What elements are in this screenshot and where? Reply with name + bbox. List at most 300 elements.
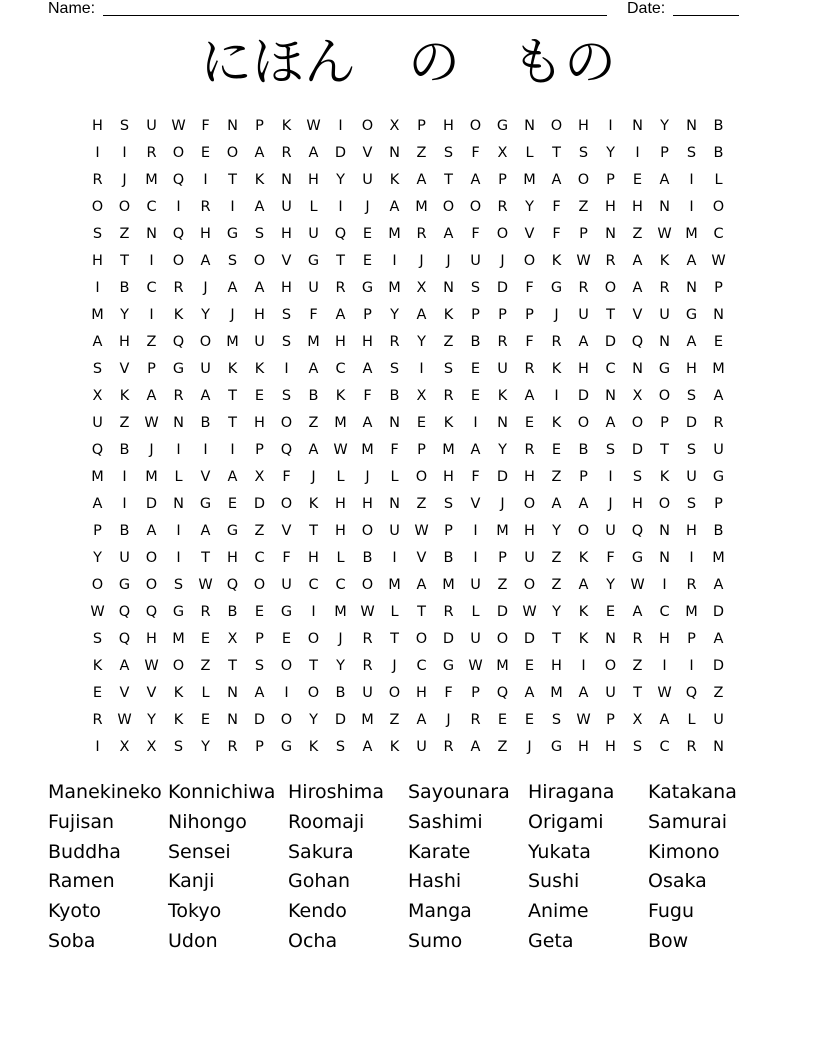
grid-letter[interactable]: H [632,199,643,215]
grid-letter[interactable]: D [712,658,725,674]
grid-letter[interactable]: O [361,523,374,539]
grid-letter[interactable]: H [281,280,292,296]
grid-letter[interactable]: A [227,469,238,485]
grid-letter[interactable]: I [95,739,100,755]
grid-letter[interactable]: I [95,280,100,296]
grid-letter[interactable]: Q [631,523,644,539]
grid-letter[interactable]: I [176,199,181,215]
grid-letter[interactable]: V [632,307,643,323]
grid-letter[interactable]: J [149,442,154,458]
grid-letter[interactable]: Z [119,415,130,431]
grid-letter[interactable]: S [227,253,238,269]
grid-letter[interactable]: O [172,253,185,269]
grid-letter[interactable]: R [416,226,427,242]
grid-letter[interactable]: M [334,415,347,431]
grid-letter[interactable]: Z [119,226,130,242]
grid-letter[interactable]: Z [713,685,724,701]
grid-letter[interactable]: X [497,145,508,161]
grid-letter[interactable]: A [362,415,373,431]
grid-letter[interactable]: E [416,415,427,431]
grid-letter[interactable]: B [119,280,130,296]
grid-letter[interactable]: M [361,442,374,458]
grid-letter[interactable]: A [254,280,265,296]
grid-letter[interactable]: C [605,361,616,377]
grid-letter[interactable]: W [90,604,105,620]
grid-letter[interactable]: J [365,469,370,485]
grid-letter[interactable]: I [338,199,343,215]
grid-letter[interactable]: P [255,118,264,134]
grid-letter[interactable]: P [525,307,534,323]
grid-letter[interactable]: R [92,712,103,728]
grid-letter[interactable]: F [201,118,210,134]
grid-letter[interactable]: Z [443,334,454,350]
grid-letter[interactable]: V [281,523,292,539]
grid-letter[interactable]: R [146,145,157,161]
grid-letter[interactable]: K [389,739,400,755]
grid-letter[interactable]: Z [416,496,427,512]
grid-letter[interactable]: Z [416,145,427,161]
grid-letter[interactable]: O [253,577,266,593]
grid-letter[interactable]: B [713,523,724,539]
grid-letter[interactable]: G [226,226,239,242]
grid-letter[interactable]: M [388,280,401,296]
grid-letter[interactable]: O [442,199,455,215]
grid-letter[interactable]: Y [201,739,210,755]
grid-letter[interactable]: M [685,604,698,620]
grid-letter[interactable]: N [659,523,670,539]
grid-letter[interactable]: F [552,199,561,215]
grid-letter[interactable]: X [632,712,643,728]
grid-letter[interactable]: I [689,172,694,188]
grid-letter[interactable]: O [604,280,617,296]
grid-letter[interactable]: Y [390,307,399,323]
grid-letter[interactable]: I [203,442,208,458]
grid-letter[interactable]: G [280,739,293,755]
grid-letter[interactable]: N [686,118,697,134]
grid-letter[interactable]: F [471,145,480,161]
grid-letter[interactable]: O [280,496,293,512]
grid-letter[interactable]: K [227,361,238,377]
grid-letter[interactable]: R [200,199,211,215]
grid-letter[interactable]: P [606,712,615,728]
grid-letter[interactable]: A [713,577,724,593]
grid-letter[interactable]: W [144,415,159,431]
grid-letter[interactable]: U [713,712,724,728]
grid-letter[interactable]: K [281,118,292,134]
grid-letter[interactable]: A [470,172,481,188]
grid-letter[interactable]: I [689,199,694,215]
grid-letter[interactable]: O [280,658,293,674]
grid-letter[interactable]: P [498,550,507,566]
grid-letter[interactable]: J [338,631,343,647]
grid-letter[interactable]: V [119,685,130,701]
grid-letter[interactable]: U [605,685,616,701]
grid-letter[interactable]: I [230,442,235,458]
grid-letter[interactable]: U [281,577,292,593]
grid-letter[interactable]: U [362,685,373,701]
grid-letter[interactable]: S [443,361,454,377]
grid-letter[interactable]: O [577,172,590,188]
grid-letter[interactable]: R [443,604,454,620]
grid-letter[interactable]: P [579,226,588,242]
grid-letter[interactable]: N [713,307,724,323]
grid-letter[interactable]: C [416,658,427,674]
grid-letter[interactable]: V [200,469,211,485]
grid-letter[interactable]: N [632,361,643,377]
grid-letter[interactable]: K [578,604,589,620]
grid-letter[interactable]: N [524,118,535,134]
grid-letter[interactable]: R [713,415,724,431]
grid-letter[interactable]: I [176,523,181,539]
grid-letter[interactable]: G [550,280,563,296]
grid-letter[interactable]: E [632,172,643,188]
grid-letter[interactable]: F [471,226,480,242]
grid-letter[interactable]: E [254,604,265,620]
grid-letter[interactable]: T [633,685,642,701]
grid-letter[interactable]: O [523,577,536,593]
grid-letter[interactable]: H [254,415,265,431]
grid-letter[interactable]: M [91,307,104,323]
grid-letter[interactable]: Q [172,172,185,188]
grid-letter[interactable]: K [173,307,184,323]
grid-letter[interactable]: A [686,334,697,350]
grid-letter[interactable]: Z [200,658,211,674]
grid-letter[interactable]: L [687,712,696,728]
grid-letter[interactable]: I [608,469,613,485]
grid-letter[interactable]: S [92,226,103,242]
grid-letter[interactable]: A [470,739,481,755]
grid-letter[interactable]: M [226,334,239,350]
grid-letter[interactable]: N [389,496,400,512]
grid-letter[interactable]: Q [496,685,509,701]
grid-letter[interactable]: H [308,550,319,566]
grid-letter[interactable]: S [578,145,589,161]
grid-letter[interactable]: R [389,334,400,350]
grid-letter[interactable]: G [658,361,671,377]
grid-letter[interactable]: V [524,226,535,242]
grid-letter[interactable]: Q [226,577,239,593]
grid-letter[interactable]: O [172,145,185,161]
grid-letter[interactable]: T [228,658,237,674]
grid-letter[interactable]: O [91,199,104,215]
grid-letter[interactable]: I [122,496,127,512]
grid-letter[interactable]: M [685,226,698,242]
grid-letter[interactable]: H [362,496,373,512]
grid-letter[interactable]: P [498,307,507,323]
grid-letter[interactable]: D [442,631,455,647]
grid-letter[interactable]: W [333,442,348,458]
grid-letter[interactable]: A [308,145,319,161]
grid-letter[interactable]: J [608,496,613,512]
grid-letter[interactable]: Q [631,334,644,350]
grid-letter[interactable]: H [254,307,265,323]
grid-letter[interactable]: I [122,145,127,161]
grid-letter[interactable]: E [524,415,535,431]
grid-letter[interactable]: A [416,172,427,188]
grid-letter[interactable]: Y [201,307,210,323]
grid-letter[interactable]: W [657,226,672,242]
grid-letter[interactable]: H [686,523,697,539]
grid-letter[interactable]: K [119,388,130,404]
grid-letter[interactable]: J [500,496,505,512]
grid-letter[interactable]: S [254,658,265,674]
grid-letter[interactable]: H [605,199,616,215]
grid-letter[interactable]: R [443,739,454,755]
grid-letter[interactable]: A [92,496,103,512]
grid-letter[interactable]: A [632,604,643,620]
grid-letter[interactable]: G [550,739,563,755]
grid-letter[interactable]: C [146,280,157,296]
grid-letter[interactable]: H [119,334,130,350]
grid-letter[interactable]: H [335,523,346,539]
grid-letter[interactable]: H [281,226,292,242]
grid-letter[interactable]: M [496,523,509,539]
grid-letter[interactable]: I [311,604,316,620]
grid-letter[interactable]: E [551,442,562,458]
grid-letter[interactable]: O [415,469,428,485]
grid-letter[interactable]: Y [525,199,534,215]
grid-letter[interactable]: M [712,361,725,377]
grid-letter[interactable]: H [605,739,616,755]
grid-letter[interactable]: V [119,361,130,377]
grid-letter[interactable]: M [523,172,536,188]
grid-letter[interactable]: E [605,604,616,620]
grid-letter[interactable]: K [497,388,508,404]
grid-letter[interactable]: K [659,469,670,485]
grid-letter[interactable]: I [284,685,289,701]
grid-letter[interactable]: V [146,685,157,701]
grid-letter[interactable]: O [388,685,401,701]
grid-letter[interactable]: W [522,604,537,620]
grid-letter[interactable]: K [335,388,346,404]
grid-letter[interactable]: Z [146,334,157,350]
grid-letter[interactable]: U [119,550,130,566]
grid-letter[interactable]: L [201,685,210,701]
grid-letter[interactable]: Q [145,604,158,620]
grid-letter[interactable]: R [524,361,535,377]
grid-letter[interactable]: E [200,631,211,647]
grid-letter[interactable]: X [227,631,238,647]
grid-letter[interactable]: K [578,550,589,566]
grid-letter[interactable]: O [253,253,266,269]
grid-letter[interactable]: Z [497,739,508,755]
grid-letter[interactable]: D [577,388,590,404]
grid-letter[interactable]: H [578,361,589,377]
grid-letter[interactable]: D [496,280,509,296]
grid-letter[interactable]: A [254,685,265,701]
grid-letter[interactable]: G [199,496,212,512]
grid-letter[interactable]: Y [309,712,318,728]
grid-letter[interactable]: W [171,118,186,134]
grid-letter[interactable]: P [687,631,696,647]
grid-letter[interactable]: K [254,361,265,377]
grid-letter[interactable]: U [470,631,481,647]
grid-letter[interactable]: S [632,739,643,755]
grid-letter[interactable]: O [307,631,320,647]
grid-letter[interactable]: A [578,334,589,350]
grid-letter[interactable]: I [689,658,694,674]
grid-letter[interactable]: I [149,253,154,269]
date-blank-line[interactable] [673,15,739,16]
grid-letter[interactable]: H [578,739,589,755]
grid-letter[interactable]: A [146,523,157,539]
grid-letter[interactable]: O [199,334,212,350]
grid-letter[interactable]: O [118,199,131,215]
grid-letter[interactable]: M [442,577,455,593]
grid-letter[interactable]: H [308,172,319,188]
grid-letter[interactable]: H [632,496,643,512]
grid-letter[interactable]: U [416,739,427,755]
grid-letter[interactable]: I [662,577,667,593]
grid-letter[interactable]: W [711,253,726,269]
grid-letter[interactable]: R [659,280,670,296]
grid-letter[interactable]: K [551,415,562,431]
grid-letter[interactable]: Y [606,577,615,593]
grid-letter[interactable]: T [660,442,669,458]
grid-letter[interactable]: F [606,550,615,566]
grid-letter[interactable]: Q [118,631,131,647]
grid-letter[interactable]: K [551,361,562,377]
grid-letter[interactable]: O [91,577,104,593]
grid-letter[interactable]: A [308,442,319,458]
grid-letter[interactable]: I [176,442,181,458]
grid-letter[interactable]: C [713,226,724,242]
grid-letter[interactable]: P [579,469,588,485]
grid-letter[interactable]: Y [660,118,669,134]
grid-letter[interactable]: A [605,415,616,431]
grid-letter[interactable]: A [200,253,211,269]
grid-letter[interactable]: H [200,226,211,242]
grid-letter[interactable]: A [335,307,346,323]
grid-letter[interactable]: R [362,658,373,674]
grid-letter[interactable]: N [497,415,508,431]
grid-letter[interactable]: U [146,118,157,134]
grid-letter[interactable]: S [470,280,481,296]
grid-letter[interactable]: W [576,253,591,269]
grid-letter[interactable]: H [146,631,157,647]
grid-letter[interactable]: G [361,280,374,296]
grid-letter[interactable]: T [228,172,237,188]
grid-letter[interactable]: I [635,145,640,161]
grid-letter[interactable]: A [92,334,103,350]
grid-letter[interactable]: I [689,550,694,566]
grid-letter[interactable]: G [685,307,698,323]
grid-letter[interactable]: S [281,334,292,350]
grid-letter[interactable]: M [307,334,320,350]
grid-letter[interactable]: F [363,388,372,404]
grid-letter[interactable]: L [525,145,534,161]
grid-letter[interactable]: N [605,226,616,242]
grid-letter[interactable]: Y [417,334,426,350]
grid-letter[interactable]: A [713,631,724,647]
grid-letter[interactable]: S [686,388,697,404]
grid-letter[interactable]: K [92,658,103,674]
grid-letter[interactable]: B [200,415,211,431]
grid-letter[interactable]: V [362,145,373,161]
grid-letter[interactable]: O [523,496,536,512]
grid-letter[interactable]: Z [497,577,508,593]
grid-letter[interactable]: Y [93,550,102,566]
grid-letter[interactable]: D [253,712,266,728]
grid-letter[interactable]: D [712,604,725,620]
grid-letter[interactable]: J [419,253,424,269]
grid-letter[interactable]: M [712,550,725,566]
grid-letter[interactable]: U [389,523,400,539]
grid-letter[interactable]: R [92,172,103,188]
grid-letter[interactable]: H [686,361,697,377]
grid-letter[interactable]: G [280,604,293,620]
grid-letter[interactable]: U [281,199,292,215]
grid-letter[interactable]: I [608,118,613,134]
grid-letter[interactable]: G [226,523,239,539]
grid-letter[interactable]: T [228,388,237,404]
grid-letter[interactable]: H [578,118,589,134]
grid-letter[interactable]: Y [120,307,129,323]
grid-letter[interactable]: Q [172,226,185,242]
grid-letter[interactable]: S [389,361,400,377]
grid-letter[interactable]: O [658,388,671,404]
grid-letter[interactable]: N [389,145,400,161]
grid-letter[interactable]: N [605,631,616,647]
grid-letter[interactable]: E [497,712,508,728]
grid-letter[interactable]: S [92,361,103,377]
grid-letter[interactable]: Z [308,415,319,431]
grid-letter[interactable]: M [91,469,104,485]
grid-letter[interactable]: M [172,631,185,647]
grid-letter[interactable]: A [227,280,238,296]
grid-letter[interactable]: N [686,280,697,296]
grid-letter[interactable]: Z [551,469,562,485]
grid-letter[interactable]: E [200,712,211,728]
grid-letter[interactable]: G [172,361,185,377]
grid-letter[interactable]: X [632,388,643,404]
grid-letter[interactable]: A [362,739,373,755]
grid-letter[interactable]: A [416,577,427,593]
grid-letter[interactable]: Q [91,442,104,458]
grid-letter[interactable]: C [335,361,346,377]
grid-letter[interactable]: D [253,496,266,512]
grid-letter[interactable]: X [416,280,427,296]
grid-letter[interactable]: S [173,577,184,593]
grid-letter[interactable]: J [446,253,451,269]
grid-letter[interactable]: N [659,199,670,215]
grid-letter[interactable]: E [254,388,265,404]
grid-letter[interactable]: D [145,496,158,512]
grid-letter[interactable]: R [551,334,562,350]
grid-letter[interactable]: A [632,280,643,296]
grid-letter[interactable]: W [198,577,213,593]
grid-letter[interactable]: P [471,685,480,701]
grid-letter[interactable]: C [659,739,670,755]
grid-letter[interactable]: P [147,361,156,377]
grid-letter[interactable]: B [308,388,319,404]
grid-letter[interactable]: A [146,388,157,404]
grid-letter[interactable]: U [254,334,265,350]
grid-letter[interactable]: F [444,685,453,701]
grid-letter[interactable]: K [659,253,670,269]
grid-letter[interactable]: H [335,496,346,512]
grid-letter[interactable]: E [470,361,481,377]
grid-letter[interactable]: F [282,469,291,485]
grid-letter[interactable]: F [552,226,561,242]
grid-letter[interactable]: X [92,388,103,404]
name-blank-line[interactable] [103,15,607,16]
grid-letter[interactable]: N [659,334,670,350]
grid-letter[interactable]: N [227,712,238,728]
grid-letter[interactable]: E [227,496,238,512]
grid-letter[interactable]: O [523,253,536,269]
grid-letter[interactable]: N [443,280,454,296]
